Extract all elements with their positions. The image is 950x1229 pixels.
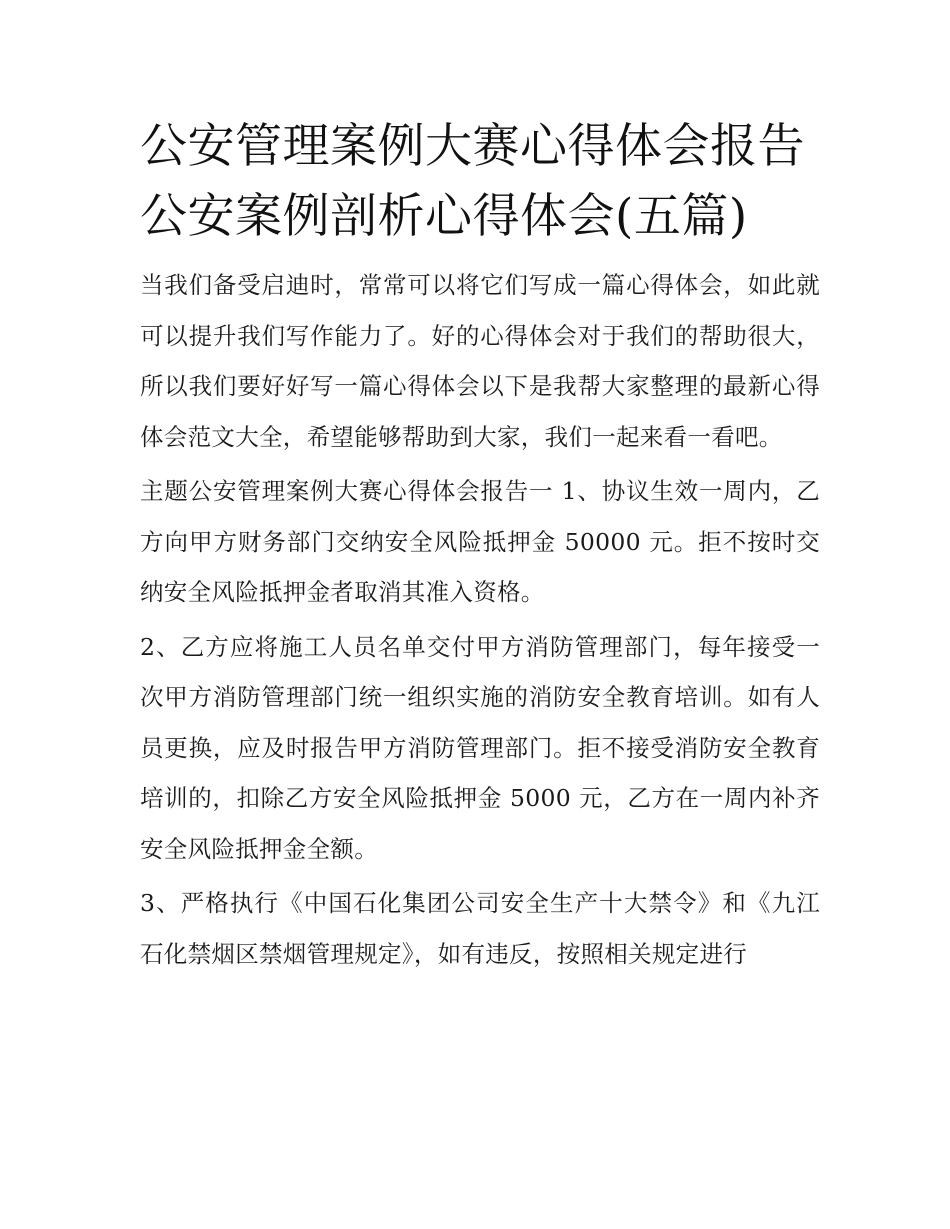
paragraph-item-1: 主题公安管理案例大赛心得体会报告一 1、协议生效一周内，乙方向甲方财务部门交纳安全风险抵押金 50000 元。拒不按时交纳安全风险抵押金者取消其准入资格。: [140, 477, 820, 606]
document-title: 公安管理案例大赛心得体会报告 公安案例剖析心得体会(五篇): [140, 119, 805, 244]
intro-paragraph: 当我们备受启迪时，常常可以将它们写成一篇心得体会，如此就可以提升我们写作能力了。好的心得体会对于我们的帮助很大，所以我们要好好写一篇心得体会以下是我帮大家整理的最新心得体会范文大全，希望能够帮助到大家，我们一起来看一看吧。: [140, 271, 820, 451]
document-body: [140, 260, 820, 979]
document-page: [140, 112, 820, 983]
paragraph-item-3: 3、严格执行《中国石化集团公司安全生产十大禁令》和《九江石化禁烟区禁烟管理规定》，如有违反，按照相关规定进行: [140, 889, 820, 968]
paragraph-item-2: 2、乙方应将施工人员名单交付甲方消防管理部门，每年接受一次甲方消防管理部门统一组织实施的消防安全教育培训。如有人员更换，应及时报告甲方消防管理部门。拒不接受消防安全教育培训的，扣除乙方安全风险抵押金 5000 元，乙方在一周内补齐安全风险抵押金全额。: [140, 632, 820, 863]
